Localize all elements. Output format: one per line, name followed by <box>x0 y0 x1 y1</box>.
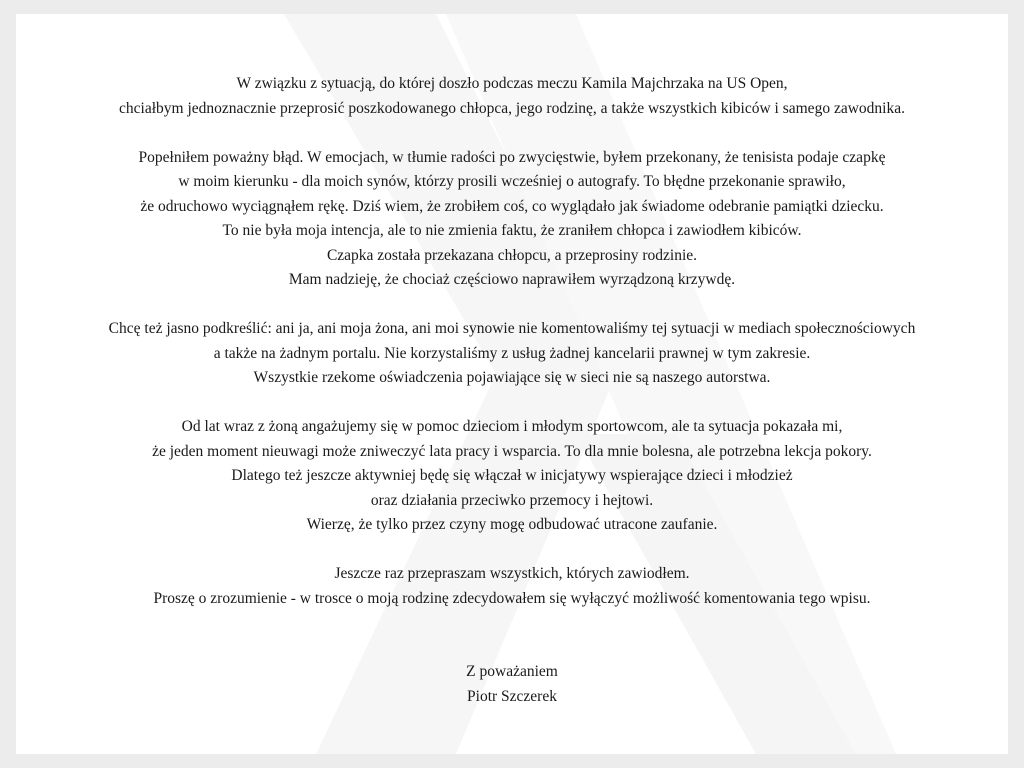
paragraph-line: Od lat wraz z żoną angażujemy się w pomoc dzieciom i młodym sportowcom, ale ta sytuacja pokazała mi, <box>181 418 843 435</box>
paragraph-line: To nie była moja intencja, ale to nie zmienia faktu, że zraniłem chłopca i zawiodłem kibiców. <box>222 222 802 239</box>
paragraph-line: Proszę o zrozumienie - w trosce o moją rodzinę zdecydowałem się wyłączyć możliwość komentowania tego wpisu. <box>153 589 871 607</box>
paragraph-line: Wierzę, że tylko przez czyny mogę odbudować utracone zaufanie. <box>306 516 718 533</box>
paragraph-line: Mam nadzieję, że chociaż częściowo naprawiłem wyrządzoną krzywdę. <box>288 271 736 288</box>
letter-paragraphs <box>16 72 1008 611</box>
signature-name: Piotr Szczerek <box>467 687 557 705</box>
paragraph-line: Wszystkie rzekome oświadczenia pojawiające się w sieci nie są naszego autorstwa. <box>253 369 771 386</box>
paragraph-line: Chcę też jasno podkreślić: ani ja, ani moja żona, ani moi synowie nie komentowaliśmy tej sytuacji w mediach społecznościowych <box>108 320 916 337</box>
paragraph-1 <box>16 72 1008 121</box>
paragraph-line: oraz działania przeciwko przemocy i hejtowi. <box>370 491 654 509</box>
signature-block <box>16 660 1008 709</box>
paragraph-line: w moim kierunku - dla moich synów, którzy prosili wcześniej o autografy. To błędne przekonanie sprawiło, <box>178 173 846 190</box>
paragraph-line: że jeden moment nieuwagi może zniweczyć lata pracy i wsparcia. To dla mnie bolesna, ale potrzebna lekcja pokory. <box>152 442 872 460</box>
paragraph-line: a także na żadnym portalu. Nie korzystaliśmy z usług żadnej kancelarii prawnej w tym zakresie. <box>213 344 811 362</box>
paragraph-line: że odruchowo wyciągnąłem rękę. Dziś wiem, że zrobiłem coś, co wyglądało jak świadome odebranie pamiątki dziecku. <box>140 197 884 215</box>
paragraph-line: W związku z sytuacją, do której doszło podczas meczu Kamila Majchrzaka na US Open, <box>236 75 788 92</box>
paragraph-line: Dlatego też jeszcze aktywniej będę się włączał w inicjatywy wspierające dzieci i młodzież <box>231 467 793 484</box>
letter-page <box>16 14 1008 754</box>
paragraph-3 <box>16 317 1008 391</box>
paragraph-line: Popełniłem poważny błąd. W emocjach, w tłumie radości po zwycięstwie, byłem przekonany, że tenisista podaje czapkę <box>138 148 886 166</box>
paragraph-line: Jeszcze raz przepraszam wszystkich, których zawiodłem. <box>334 565 690 582</box>
paragraph-5 <box>16 562 1008 611</box>
paragraph-line: Czapka została przekazana chłopcu, a przeprosiny rodzinie. <box>326 246 698 264</box>
paragraph-line: chciałbym jednoznacznie przeprosić poszkodowanego chłopca, jego rodzinę, a także wszystkich kibiców i samego zawodnika. <box>119 99 905 117</box>
paragraph-4 <box>16 415 1008 538</box>
closing-text: Z poważaniem <box>466 663 558 680</box>
letter-body <box>16 72 1008 709</box>
paragraph-2 <box>16 146 1008 293</box>
